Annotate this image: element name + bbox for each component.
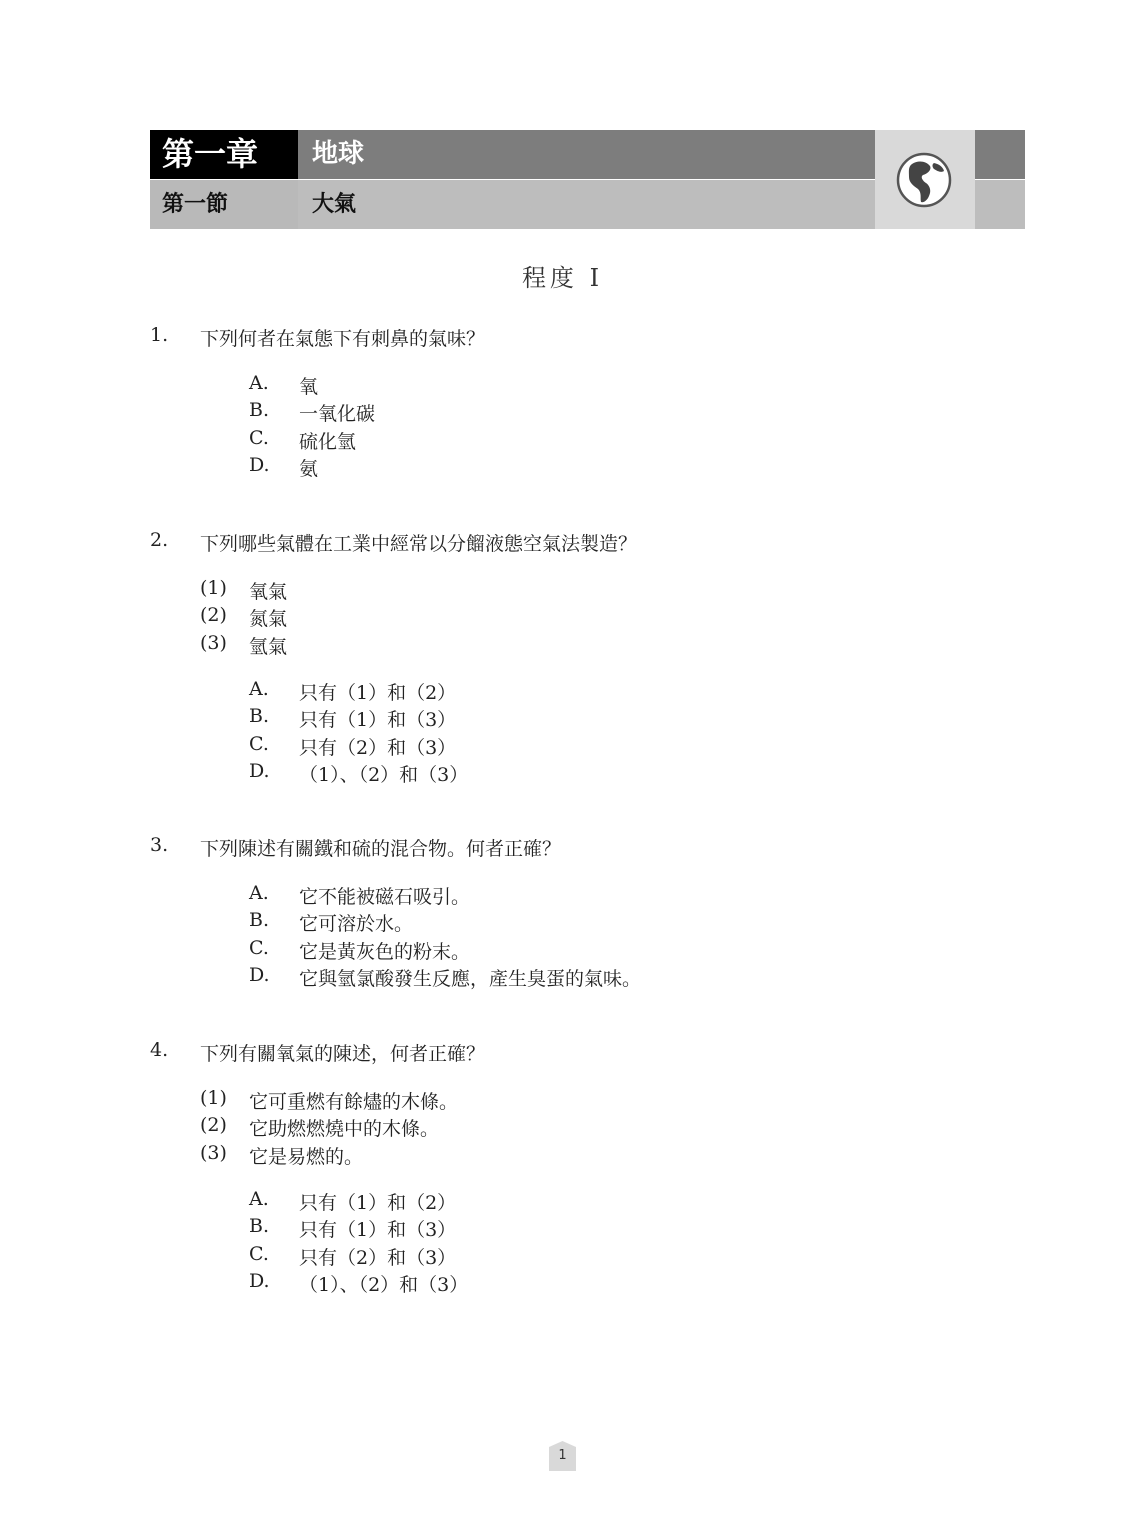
option-text: 它是黃灰色的粉末。 <box>299 940 471 963</box>
question-number: 2. <box>150 529 169 551</box>
statement-text: 它是易燃的。 <box>249 1145 364 1168</box>
option-letter: A. <box>249 677 269 700</box>
option-text: 只有（1）和（2） <box>299 681 457 704</box>
option-text: 它可溶於水。 <box>299 913 414 936</box>
option-text: 它與氫氯酸發生反應，產生臭蛋的氣味。 <box>299 967 642 990</box>
option-letter: D. <box>249 759 270 782</box>
option-letter: C. <box>249 936 269 959</box>
chapter-banner <box>150 130 975 229</box>
option-letter: A. <box>249 882 269 904</box>
question-number: 3. <box>150 834 169 856</box>
option-letter: B. <box>249 399 270 422</box>
option-text: 只有（2）和（3） <box>299 1246 457 1269</box>
option-letter: D. <box>249 453 270 476</box>
option-text: （1）、（2）和（3） <box>299 763 469 786</box>
option-letter: C. <box>249 1242 269 1265</box>
statement-number: (3) <box>200 1141 227 1164</box>
option-letter: B. <box>249 1215 270 1238</box>
option-letter: C. <box>249 426 269 449</box>
option-text: 氨 <box>299 457 319 480</box>
option-text: 硫化氫 <box>299 430 357 453</box>
question-number: 4. <box>150 1039 169 1061</box>
option-text: 只有（2）和（3） <box>299 736 457 759</box>
statement-number: (2) <box>200 604 227 627</box>
option-text: 一氧化碳 <box>299 403 376 426</box>
statement-text: 氧氣 <box>249 581 288 603</box>
option-text: 只有（1）和（2） <box>299 1191 457 1214</box>
option-text: 只有（1）和（3） <box>299 1219 457 1242</box>
option-text: 只有（1）和（3） <box>299 709 457 732</box>
statement-number: (3) <box>200 631 227 654</box>
option-letter: B. <box>249 909 270 932</box>
statement-number: (1) <box>200 577 227 599</box>
option-letter: A. <box>249 372 269 394</box>
option-letter: C. <box>249 732 269 755</box>
chapter-title: 地球 <box>298 130 1025 179</box>
option-text: （1）、（2）和（3） <box>299 1273 469 1296</box>
statement-number: (1) <box>200 1087 227 1109</box>
statement-text: 它可重燃有餘燼的木條。 <box>249 1091 459 1113</box>
chapter-label: 第一章 <box>150 130 298 179</box>
option-text: 氧 <box>299 376 319 398</box>
question-stem: 下列陳述有關鐵和硫的混合物。何者正確？ <box>200 838 562 860</box>
page-number-badge <box>549 1441 576 1471</box>
question-number: 1. <box>150 324 169 346</box>
option-letter: A. <box>249 1187 269 1210</box>
option-letter: B. <box>249 705 270 728</box>
page-number: 1 <box>558 1448 567 1463</box>
section-label: 第一節 <box>150 180 298 229</box>
level-heading: 程度 I <box>521 264 604 292</box>
globe-icon <box>896 152 952 208</box>
option-letter: D. <box>249 963 270 986</box>
statement-text: 它助燃燃燒中的木條。 <box>249 1118 440 1141</box>
statement-text: 氮氣 <box>249 608 288 631</box>
question-stem: 下列有關氧氣的陳述，何者正確？ <box>200 1043 486 1065</box>
question-stem: 下列哪些氣體在工業中經常以分餾液態空氣法製造？ <box>200 533 638 555</box>
globe-icon-box <box>875 130 975 229</box>
section-title: 大氣 <box>298 180 1025 229</box>
question-stem: 下列何者在氣態下有刺鼻的氣味？ <box>200 328 486 350</box>
statement-text: 氫氣 <box>249 635 288 658</box>
option-letter: D. <box>249 1269 270 1292</box>
option-text: 它不能被磁石吸引。 <box>299 886 471 908</box>
statement-number: (2) <box>200 1114 227 1137</box>
